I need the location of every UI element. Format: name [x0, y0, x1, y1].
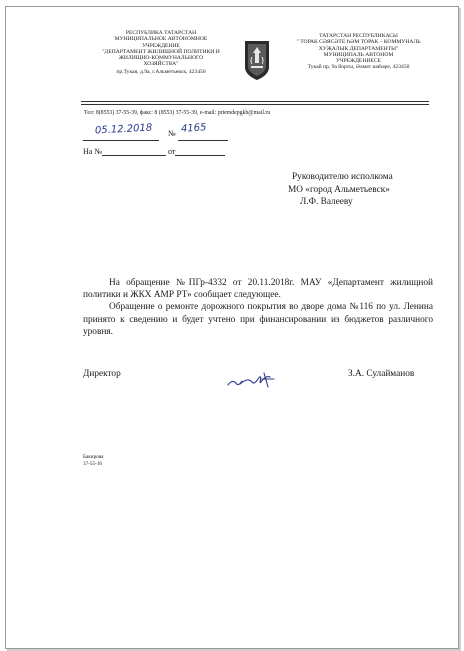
- reference-ot-label: от: [167, 147, 176, 156]
- body-paragraph: На обращение №ПГр-4332 от 20.11.2018г. МАУ «Департамент жилищной политики и ЖКХ АМР РТ» сообщает следующее.: [83, 278, 433, 301]
- letter-page: [5, 6, 459, 649]
- header-right-address: Тукай пр, 9а йорты, Әлмәт шәһәре, 423450: [307, 64, 410, 71]
- header-divider-top: [81, 101, 429, 102]
- header-right-line: МУНИЦИПАЛЬ АВТОНОМ: [323, 51, 394, 58]
- header-left-org: [86, 30, 236, 75]
- executor-block: [83, 454, 103, 467]
- addressee-line: Л.Ф. Валееву: [300, 197, 353, 207]
- handwritten-signature: [224, 367, 284, 391]
- coat-of-arms-icon: [242, 39, 272, 81]
- addressee-block: [288, 171, 393, 209]
- header-right-line: УЧРЕЖДЕНИЕСЕ: [335, 58, 381, 65]
- addressee-line: Руководителю исполкома: [292, 172, 393, 182]
- contacts-line: Тел: 8(8553) 37-55-39, факс: 8 (8553) 37-55-39, e-mail: priemdepgkh@mail.ru: [84, 110, 271, 116]
- header-right-line: ТАТАРСТАН РЕСПУБЛИКАСЫ: [319, 33, 398, 39]
- header-left-line: "ДЕПАРТАМЕНТ ЖИЛИЩНОЙ ПОЛИТИКИ И: [102, 48, 220, 55]
- header-left-address: пр.Тукая, д.9а, г.Альметьевск, 423450: [116, 68, 206, 75]
- reference-na-label: На №: [83, 147, 102, 156]
- reference-line: [83, 146, 225, 156]
- header-left-line: ХОЗЯЙСТВА": [143, 61, 179, 68]
- executor-phone: 37-55-16: [83, 460, 103, 467]
- addressee-line: МО «город Альметьевск»: [288, 184, 390, 195]
- header-left-line: МУНИЦИПАЛЬНОЕ АВТОНОМНОЕ: [114, 36, 208, 43]
- signer-role: Директор: [83, 369, 121, 379]
- letter-body: [83, 277, 433, 338]
- outgoing-number: 4165: [180, 122, 207, 135]
- body-paragraph: Обращение о ремонте дорожного покрытия во дворе дома №116 по ул. Ленина принято к сведению и будет учтено при финансировании из бюджетов различного уровня.: [83, 302, 433, 337]
- header-right-line: ХУҖАЛЫК ДЕПАРТАМЕНТЫ": [318, 45, 399, 52]
- header-right-line: " ТОРАК СӘЯСӘТЕ ҺӘМ ТОРАК – КОММУНАЛЬ: [296, 39, 421, 46]
- header-divider-bottom: [81, 104, 429, 105]
- outgoing-date: 05.12.2018: [94, 122, 153, 137]
- reference-number-blank: [102, 146, 166, 156]
- header-left-line: УЧРЕЖДЕНИЕ: [142, 42, 180, 49]
- header-right-org: [276, 33, 441, 71]
- outgoing-number-label: №: [168, 129, 176, 138]
- executor-name: Бакирова: [83, 454, 104, 460]
- reference-date-blank: [175, 146, 225, 156]
- header-left-line: РЕСПУБЛИКА ТАТАРСТАН: [125, 30, 197, 36]
- header-left-line: ЖИЛИЩНО-КОММУНАЛЬНОГО: [118, 55, 204, 62]
- signer-name: З.А. Сулайманов: [348, 369, 415, 379]
